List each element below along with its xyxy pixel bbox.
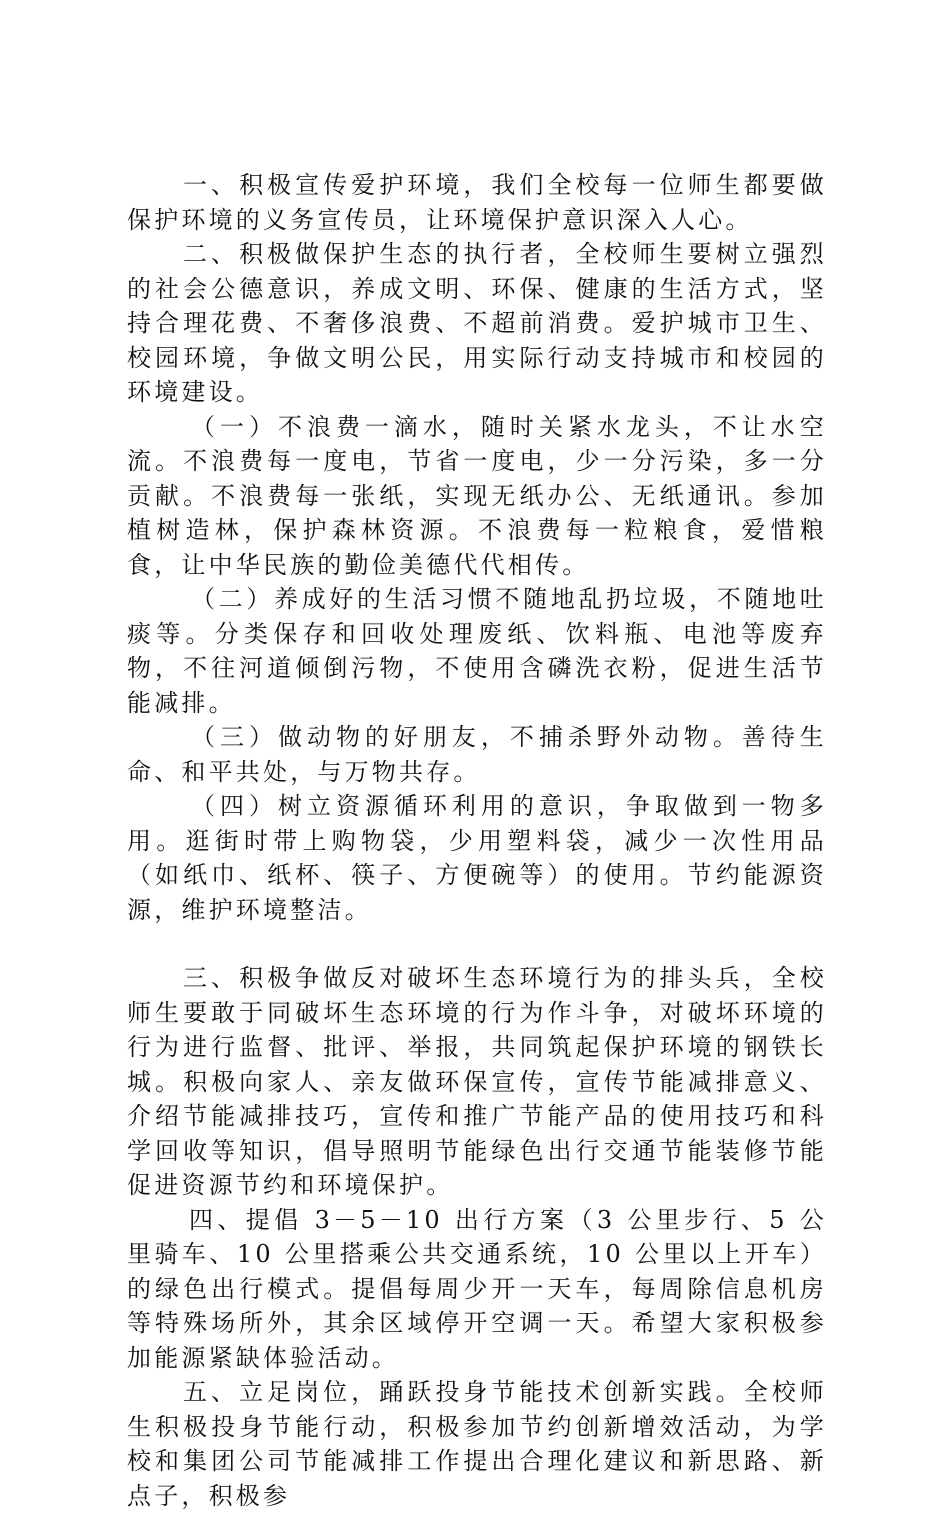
paragraph-sub-4: （四）树立资源循环利用的意识，争取做到一物多用。逛街时带上购物袋，少用塑料袋，减少一次性用品（如纸巾、纸杯、筷子、方便碗等）的使用。节约能源资源，维护环境整洁。 [127, 792, 827, 924]
document-body [127, 168, 827, 1513]
paragraph-1: 一、积极宣传爱护环境，我们全校每一位师生都要做保护环境的义务宣传员，让环境保护意识深入人心。 [127, 171, 827, 234]
paragraph-2: 二、积极做保护生态的执行者，全校师生要树立强烈的社会公德意识，养成文明、环保、健康的生活方式，坚持合理花费、不奢侈浪费、不超前消费。爱护城市卫生、校园环境，争做文明公民，用实际行动支持城市和校园的环境建设。 [127, 240, 827, 406]
paragraph-sub-2: （二）养成好的生活习惯不随地乱扔垃圾，不随地吐痰等。分类保存和回收处理废纸、饮料瓶、电池等废弃物，不往河道倾倒污物，不使用含磷洗衣粉，促进生活节能减排。 [127, 585, 827, 717]
paragraph-5: 五、立足岗位，踊跃投身节能技术创新实践。全校师生积极投身节能行动，积极参加节约创新增效活动，为学校和集团公司节能减排工作提出合理化建议和新思路、新点子，积极参 [127, 1378, 827, 1510]
paragraph-sub-1: （一）不浪费一滴水，随时关紧水龙头，不让水空流。不浪费每一度电，节省一度电，少一分污染，多一分贡献。不浪费每一张纸，实现无纸办公、无纸通讯。参加植树造林，保护森林资源。不浪费每一粒粮食，爱惜粮食，让中华民族的勤俭美德代代相传。 [127, 412, 827, 579]
paragraph-sub-3: （三）做动物的好朋友，不捕杀野外动物。善待生命、和平共处，与万物共存。 [127, 723, 827, 786]
paragraph-4: 四、提倡 3－5－10 出行方案（3 公里步行、5 公里骑车、10 公里搭乘公共交通系统，10 公里以上开车）的绿色出行模式。提倡每周少开一天车，每周除信息机房等特殊场所外，其余区域停开空调一天。希望大家积极参加能源紧缺体验活动。 [127, 1205, 827, 1372]
paragraph-3: 三、积极争做反对破坏生态环境行为的排头兵，全校师生要敢于同破坏生态环境的行为作斗争，对破坏环境的行为进行监督、批评、举报，共同筑起保护环境的钢铁长城。积极向家人、亲友做环保宣传，宣传节能减排意义、介绍节能减排技巧，宣传和推广节能产品的使用技巧和科学回收等知识，倡导照明节能绿色出行交通节能装修节能促进资源节约和环境保护。 [127, 964, 827, 1199]
